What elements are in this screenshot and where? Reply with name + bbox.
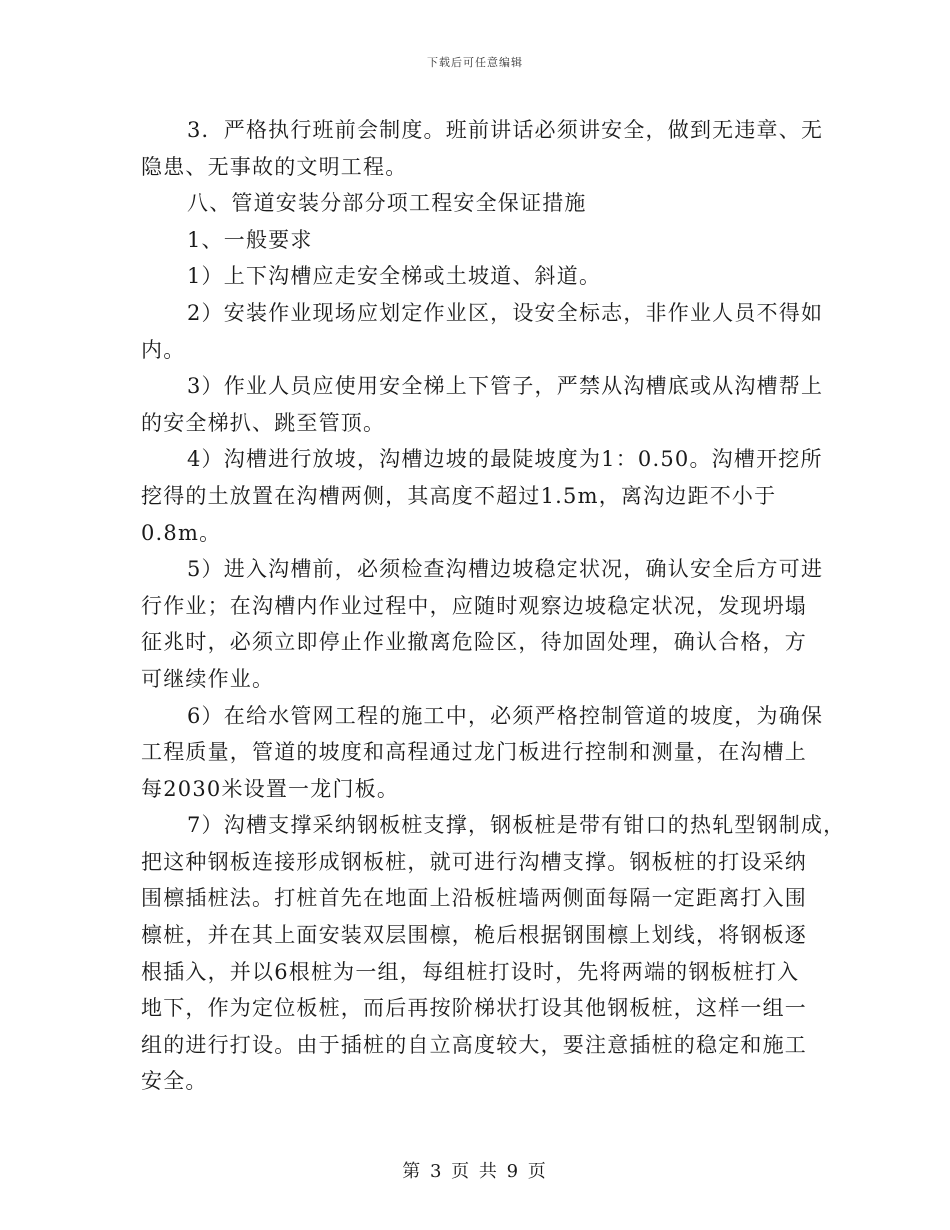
paragraph-line: 6）在给水管网工程的施工中，必须严格控制管道的坡度，为确保 <box>187 703 824 728</box>
paragraph-line: 安全。 <box>141 1069 208 1094</box>
paragraph-line: 0.8m。 <box>141 520 222 545</box>
paragraph-line: 根插入，并以6根桩为一组，每组桩打设时，先将两端的钢板桩打入 <box>141 959 800 984</box>
paragraph-line: 檩桩，并在其上面安装双层围檩，桅后根据钢围檩上划线，将钢板逐 <box>141 923 807 948</box>
paragraph-line: 行作业；在沟槽内作业过程中，应随时观察边坡稳定状况，发现坍塌 <box>141 593 807 618</box>
paragraph-line: 3．严格执行班前会制度。班前讲话必须讲安全，做到无违章、无 <box>187 118 824 142</box>
paragraph-line: 的安全梯扒、跳至管顶。 <box>141 410 386 435</box>
section-heading: 八、管道安装分部分项工程安全保证措施 <box>187 191 587 216</box>
paragraph-line: 内。 <box>141 337 186 362</box>
paragraph-line: 组的进行打设。由于插桩的自立高度较大，要注意插桩的稳定和施工 <box>141 1032 807 1057</box>
document-body <box>141 112 846 1100</box>
paragraph-line: 工程质量，管道的坡度和高程通过龙门板进行控制和测量，在沟槽上 <box>141 740 807 765</box>
paragraph-line: 5）进入沟槽前，必须检查沟槽边坡稳定状况，确认安全后方可进 <box>187 557 824 582</box>
paragraph-line: 地下，作为定位板桩，而后再按阶梯状打设其他钢板桩，这样一组一 <box>141 996 807 1021</box>
subsection-heading: 1、一般要求 <box>187 227 313 252</box>
paragraph-line: 2）安装作业现场应划定作业区，设安全标志，非作业人员不得如 <box>187 300 824 325</box>
page-number: 第 3 页 共 9 页 <box>402 1161 548 1182</box>
paragraph-line: 4）沟槽进行放坡，沟槽边坡的最陡坡度为1：0.50。沟槽开挖所 <box>187 447 823 472</box>
paragraph-line: 把这种钢板连接形成钢板桩，就可进行沟槽支撑。钢板桩的打设采纳 <box>141 849 807 874</box>
paragraph-line: 可继续作业。 <box>141 666 275 691</box>
paragraph-line: 围檩插桩法。打桩首先在地面上沿板桩墙两侧面每隔一定距离打入围 <box>141 886 807 911</box>
paragraph-line: 1）上下沟槽应走安全梯或土坡道、斜道。 <box>187 264 602 289</box>
page-header: 下载后可任意编辑 <box>427 56 523 69</box>
paragraph-line: 征兆时，必须立即停止作业撤离危险区，待加固处理，确认合格，方 <box>141 630 807 655</box>
paragraph-line: 挖得的土放置在沟槽两侧，其高度不超过1.5m，离沟边距不小于 <box>141 483 777 508</box>
paragraph-line: 3）作业人员应使用安全梯上下管子，严禁从沟槽底或从沟槽帮上 <box>187 374 824 399</box>
paragraph-line: 隐患、无事故的文明工程。 <box>141 154 408 179</box>
paragraph-line: 每2030米设置一龙门板。 <box>141 776 400 801</box>
paragraph-line: 7）沟槽支撑采纳钢板桩支撑，钢板桩是带有钳口的热轧型钢制成， <box>187 813 846 838</box>
